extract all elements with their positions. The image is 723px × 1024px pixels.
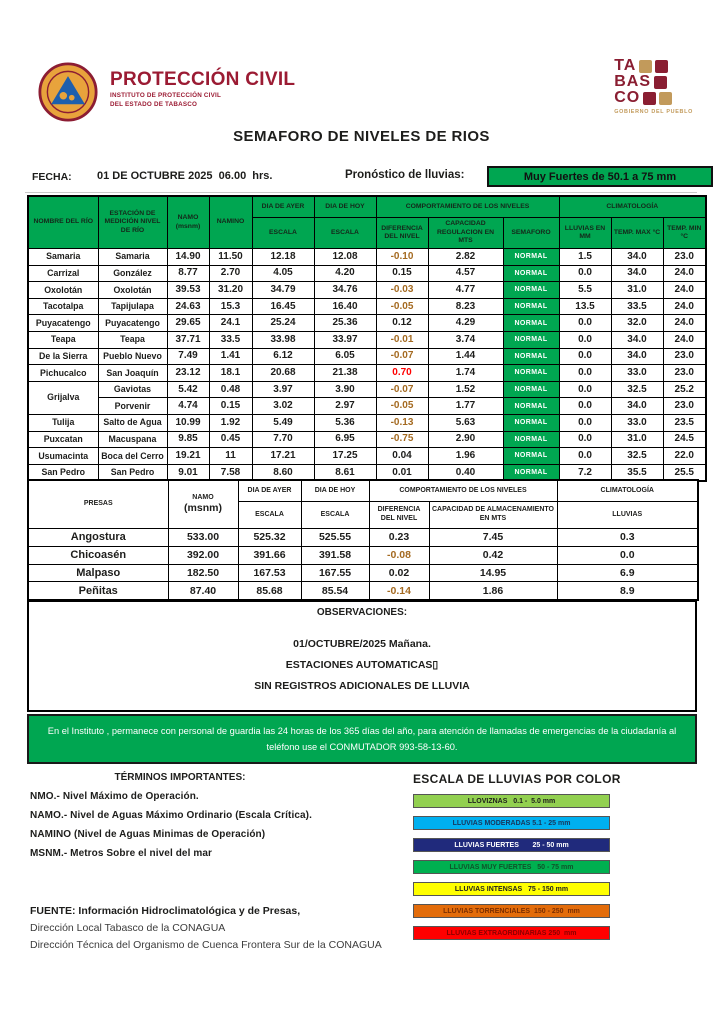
cell-diferencia: 0.02 (369, 564, 429, 582)
cell-temp-max: 31.0 (611, 431, 663, 448)
rivers-table-body (28, 249, 706, 482)
separator-line (25, 192, 697, 193)
cell-capacidad: 1.86 (429, 582, 557, 600)
cell-lluvias: 0.3 (557, 529, 698, 547)
cell-temp-min: 23.5 (663, 414, 706, 431)
col-header-diferencia: DIFERENCIA DEL NIVEL (376, 218, 428, 249)
cell-temp-max: 35.5 (611, 464, 663, 481)
col-header-presas-escala-ayer: ESCALA (238, 502, 301, 529)
cell-namo: 533.00 (168, 529, 238, 547)
group-header-comportamiento: COMPORTAMIENTO DE LOS NIVELES (376, 196, 559, 218)
cell-namino: 15.3 (209, 298, 252, 315)
cell-temp-max: 34.0 (611, 331, 663, 348)
cell-namo: 10.99 (167, 414, 209, 431)
observaciones-lines (29, 638, 695, 692)
cell-river-name: Puxcatan (28, 431, 98, 448)
cell-escala-hoy: 33.97 (314, 331, 376, 348)
col-header-presas-hoy: DIA DE HOY (301, 480, 369, 502)
river-row (28, 331, 706, 348)
semaforo-badge: NORMAL (503, 249, 559, 266)
semaforo-badge: NORMAL (503, 348, 559, 365)
cell-escala-hoy: 25.36 (314, 315, 376, 332)
cell-station: Macuspana (98, 431, 167, 448)
cell-temp-min: 24.0 (663, 315, 706, 332)
cell-escala-ayer: 8.60 (252, 464, 314, 481)
semaforo-badge: NORMAL (503, 365, 559, 382)
cell-capacidad: 1.52 (428, 381, 503, 398)
cell-escala-ayer: 525.32 (238, 529, 301, 547)
cell-capacidad: 1.74 (428, 365, 503, 382)
col-header-presas-capacidad: CAPACIDAD DE ALMACENAMIENTO EN MTS (429, 502, 557, 529)
cell-lluvias: 7.2 (559, 464, 611, 481)
cell-escala-ayer: 3.02 (252, 398, 314, 415)
cell-namo: 182.50 (168, 564, 238, 582)
cell-lluvias: 0.0 (559, 265, 611, 282)
col-header-presas-lluvias: LLUVIAS (557, 502, 698, 529)
cell-temp-max: 32.5 (611, 381, 663, 398)
observaciones-box (27, 600, 697, 712)
cell-lluvias: 0.0 (557, 546, 698, 564)
cell-escala-hoy: 85.54 (301, 582, 369, 600)
col-header-presas-ayer: DIA DE AYER (238, 480, 301, 502)
cell-lluvias: 0.0 (559, 414, 611, 431)
tabasco-logo-line: TA (614, 57, 637, 74)
semaforo-badge: NORMAL (503, 381, 559, 398)
terminos-list (30, 791, 405, 859)
terminos-section (30, 772, 405, 867)
proteccion-civil-emblem-icon (38, 62, 98, 122)
cell-namino: 24.1 (209, 315, 252, 332)
tabasco-logo-line: BAS (614, 73, 651, 90)
org-subtitle-2: DEL ESTADO DE TABASCO (110, 100, 198, 108)
cell-escala-ayer: 25.24 (252, 315, 314, 332)
cell-temp-min: 25.2 (663, 381, 706, 398)
group-header-climatologia: CLIMATOLOGÍA (559, 196, 706, 218)
cell-namino: 2.70 (209, 265, 252, 282)
col-header-ayer: DIA DE AYER (252, 196, 314, 218)
river-row (28, 381, 706, 398)
cell-diferencia: -0.01 (376, 331, 428, 348)
cell-escala-hoy: 5.36 (314, 414, 376, 431)
observaciones-line: ESTACIONES AUTOMATICAS▯ (285, 659, 439, 671)
cell-namino: 11 (209, 448, 252, 465)
cell-temp-min: 24.5 (663, 431, 706, 448)
cell-diferencia: 0.01 (376, 464, 428, 481)
cell-diferencia: 0.15 (376, 265, 428, 282)
group-header-presas-climatologia: CLIMATOLOGÍA (557, 480, 698, 502)
col-header-estacion: ESTACIÓN DE MEDICIÓN NIVEL DE RÍO (98, 196, 167, 249)
termino-item: NAMINO (Nivel de Aguas Minimas de Operación) (30, 829, 266, 840)
river-row (28, 265, 706, 282)
col-header-presas-namo: NAMO (msnm) (168, 480, 238, 529)
col-header-capacidad: CAPACIDAD REGULACION EN MTS (428, 218, 503, 249)
cell-capacidad: 1.96 (428, 448, 503, 465)
cell-river-name: Carrizal (28, 265, 98, 282)
cell-escala-ayer: 33.98 (252, 331, 314, 348)
org-name: PROTECCIÓN CIVIL (110, 69, 296, 90)
cell-temp-min: 23.0 (663, 249, 706, 266)
cell-escala-ayer: 20.68 (252, 365, 314, 382)
cell-temp-min: 25.5 (663, 464, 706, 481)
cell-escala-hoy: 16.40 (314, 298, 376, 315)
cell-escala-hoy: 6.95 (314, 431, 376, 448)
cell-river-name: Tacotalpa (28, 298, 98, 315)
cell-lluvias: 0.0 (559, 431, 611, 448)
col-header-namo: NAMO (msnm) (167, 196, 209, 249)
col-header-rio: NOMBRE DEL RÍO (28, 196, 98, 249)
cell-escala-ayer: 3.97 (252, 381, 314, 398)
cell-temp-min: 24.0 (663, 331, 706, 348)
col-header-presas-escala-hoy: ESCALA (301, 502, 369, 529)
cell-escala-ayer: 4.05 (252, 265, 314, 282)
cell-diferencia: 0.04 (376, 448, 428, 465)
cell-namino: 11.50 (209, 249, 252, 266)
cell-presa-name: Malpaso (28, 564, 168, 582)
cell-station: Puyacatengo (98, 315, 167, 332)
cell-namo: 5.42 (167, 381, 209, 398)
tabasco-glyph-icon (655, 60, 668, 73)
cell-temp-max: 33.5 (611, 298, 663, 315)
cell-diferencia: 0.23 (369, 529, 429, 547)
escala-color-bar: LLUVIAS MODERADAS 5.1 - 25 mm (413, 816, 610, 830)
cell-lluvias: 0.0 (559, 348, 611, 365)
cell-station: Samaria (98, 249, 167, 266)
cell-escala-hoy: 8.61 (314, 464, 376, 481)
cell-namino: 0.48 (209, 381, 252, 398)
termino-item: NAMO.- Nivel de Aguas Máximo Ordinario (Escala Crítica). (30, 810, 312, 821)
escala-color-bar: LLUVIAS EXTRAORDINARIAS 250 mm (413, 926, 610, 940)
cell-river-name: Teapa (28, 331, 98, 348)
cell-river-name: Usumacinta (28, 448, 98, 465)
cell-escala-hoy: 34.76 (314, 282, 376, 299)
terminos-title: TÉRMINOS IMPORTANTES: (114, 772, 246, 783)
cell-escala-ayer: 6.12 (252, 348, 314, 365)
semaforo-badge: NORMAL (503, 398, 559, 415)
cell-diferencia: -0.10 (376, 249, 428, 266)
cell-namo: 4.74 (167, 398, 209, 415)
cell-capacidad: 4.77 (428, 282, 503, 299)
fuente-line-2: Dirección Local Tabasco de la CONAGUA (30, 922, 226, 934)
cell-lluvias: 5.5 (559, 282, 611, 299)
cell-namo: 9.85 (167, 431, 209, 448)
cell-diferencia: -0.07 (376, 348, 428, 365)
tabasco-glyph-icon (654, 76, 667, 89)
cell-station: Teapa (98, 331, 167, 348)
cell-escala-ayer: 391.66 (238, 546, 301, 564)
cell-escala-hoy: 2.97 (314, 398, 376, 415)
cell-lluvias: 8.9 (557, 582, 698, 600)
col-header-namino: NAMINO (209, 196, 252, 249)
cell-temp-min: 22.0 (663, 448, 706, 465)
cell-station: Gaviotas (98, 381, 167, 398)
fecha-value: 01 DE OCTUBRE 2025 06.00 hrs. (97, 170, 273, 182)
escala-color-bar: LLUVIAS MUY FUERTES 50 - 75 mm (413, 860, 610, 874)
cell-temp-min: 23.0 (663, 365, 706, 382)
river-row (28, 414, 706, 431)
cell-diferencia: 0.70 (376, 365, 428, 382)
cell-capacidad: 2.90 (428, 431, 503, 448)
presas-table (27, 479, 699, 601)
cell-station: Boca del Cerro (98, 448, 167, 465)
river-row (28, 249, 706, 266)
header-brand (38, 62, 295, 122)
cell-diferencia: -0.07 (376, 381, 428, 398)
cell-escala-ayer: 85.68 (238, 582, 301, 600)
presa-row (28, 529, 698, 547)
col-header-semaforo: SEMAFORO (503, 218, 559, 249)
cell-diferencia: -0.14 (369, 582, 429, 600)
guard-notice-banner (27, 714, 697, 764)
observaciones-title: OBSERVACIONES: (316, 607, 408, 618)
termino-item: MSNM.- Metros Sobre el nivel del mar (30, 848, 212, 859)
cell-namo: 24.63 (167, 298, 209, 315)
cell-capacidad: 4.29 (428, 315, 503, 332)
river-row (28, 298, 706, 315)
fecha-label: FECHA: (32, 171, 72, 183)
termino-item: NMO.- Nivel Máximo de Operación. (30, 791, 199, 802)
river-row (28, 282, 706, 299)
cell-escala-ayer: 12.18 (252, 249, 314, 266)
cell-capacidad: 0.40 (428, 464, 503, 481)
cell-capacidad: 14.95 (429, 564, 557, 582)
date-forecast-row (0, 166, 723, 190)
cell-lluvias: 0.0 (559, 381, 611, 398)
presas-table-body (28, 529, 698, 601)
cell-lluvias: 0.0 (559, 398, 611, 415)
cell-namo: 9.01 (167, 464, 209, 481)
cell-temp-max: 33.0 (611, 365, 663, 382)
cell-namo: 14.90 (167, 249, 209, 266)
cell-namino: 33.5 (209, 331, 252, 348)
cell-lluvias: 0.0 (559, 315, 611, 332)
semaforo-badge: NORMAL (503, 464, 559, 481)
rivers-table (27, 195, 707, 482)
guard-notice-text: En el Instituto , permanece con personal de guardia las 24 horas de los 365 días del año, para atención de llamadas de emergencias de la ciudadanía al teléfono use el CONMUTADOR 993-58-13-60. (47, 725, 677, 752)
cell-escala-ayer: 7.70 (252, 431, 314, 448)
escala-color-bar: LLUVIAS INTENSAS 75 - 150 mm (413, 882, 610, 896)
river-row (28, 365, 706, 382)
cell-presa-name: Chicoasén (28, 546, 168, 564)
cell-namo: 8.77 (167, 265, 209, 282)
escala-color-bar: LLUVIAS FUERTES 25 - 50 mm (413, 838, 610, 852)
cell-namino: 7.58 (209, 464, 252, 481)
cell-namino: 31.20 (209, 282, 252, 299)
cell-lluvias: 0.0 (559, 448, 611, 465)
col-header-hoy: DIA DE HOY (314, 196, 376, 218)
cell-diferencia: -0.05 (376, 398, 428, 415)
cell-temp-min: 23.0 (663, 348, 706, 365)
river-row (28, 448, 706, 465)
cell-temp-max: 34.0 (611, 348, 663, 365)
cell-escala-hoy: 17.25 (314, 448, 376, 465)
river-row (28, 398, 706, 415)
cell-capacidad: 4.57 (428, 265, 503, 282)
col-header-tmax: TEMP. MAX °C (611, 218, 663, 249)
observaciones-line: SIN REGISTROS ADICIONALES DE LLUVIA (254, 680, 470, 692)
cell-station: Porvenir (98, 398, 167, 415)
cell-river-name: Puyacatengo (28, 315, 98, 332)
cell-lluvias: 0.0 (559, 365, 611, 382)
fuente-section (30, 905, 500, 956)
semaforo-badge: NORMAL (503, 448, 559, 465)
group-header-presas-comportamiento: COMPORTAMIENTO DE LOS NIVELES (369, 480, 557, 502)
cell-lluvias: 1.5 (559, 249, 611, 266)
cell-namo: 392.00 (168, 546, 238, 564)
escala-title: ESCALA DE LLUVIAS POR COLOR (413, 772, 621, 786)
cell-temp-max: 32.5 (611, 448, 663, 465)
cell-namino: 0.15 (209, 398, 252, 415)
cell-temp-max: 33.0 (611, 414, 663, 431)
cell-temp-min: 23.0 (663, 398, 706, 415)
cell-temp-max: 34.0 (611, 398, 663, 415)
cell-escala-hoy: 4.20 (314, 265, 376, 282)
semaforo-badge: NORMAL (503, 265, 559, 282)
cell-station: San Joaquín (98, 365, 167, 382)
cell-escala-ayer: 16.45 (252, 298, 314, 315)
cell-namo: 39.53 (167, 282, 209, 299)
cell-station: González (98, 265, 167, 282)
cell-escala-hoy: 21.38 (314, 365, 376, 382)
cell-capacidad: 5.63 (428, 414, 503, 431)
cell-capacidad: 2.82 (428, 249, 503, 266)
tabasco-logo (614, 58, 693, 115)
cell-temp-min: 24.0 (663, 265, 706, 282)
cell-namo: 23.12 (167, 365, 209, 382)
cell-lluvias: 13.5 (559, 298, 611, 315)
fuente-line-1: FUENTE: Información Hidroclimatológica y de Presas, (30, 905, 301, 917)
cell-diferencia: -0.08 (369, 546, 429, 564)
cell-river-name: Oxolotán (28, 282, 98, 299)
page-title: SEMAFORO DE NIVELES DE RIOS (233, 128, 490, 145)
cell-diferencia: -0.75 (376, 431, 428, 448)
cell-namo: 37.71 (167, 331, 209, 348)
cell-station: Oxolotán (98, 282, 167, 299)
cell-namino: 1.41 (209, 348, 252, 365)
tabasco-logo-caption: GOBIERNO DEL PUEBLO (614, 109, 693, 115)
cell-namo: 19.21 (167, 448, 209, 465)
cell-station: San Pedro (98, 464, 167, 481)
semaforo-badge: NORMAL (503, 331, 559, 348)
cell-capacidad: 8.23 (428, 298, 503, 315)
cell-temp-min: 24.0 (663, 298, 706, 315)
cell-station: Tapijulapa (98, 298, 167, 315)
cell-capacidad: 1.77 (428, 398, 503, 415)
cell-temp-min: 24.0 (663, 282, 706, 299)
cell-river-name: San Pedro (28, 464, 98, 481)
cell-temp-max: 32.0 (611, 315, 663, 332)
pronostico-badge: Muy Fuertes de 50.1 a 75 mm (487, 166, 713, 187)
cell-diferencia: 0.12 (376, 315, 428, 332)
cell-namino: 1.92 (209, 414, 252, 431)
escala-color-bar: LLUVIAS TORRENCIALES 150 - 250 mm (413, 904, 610, 918)
semaforo-badge: NORMAL (503, 315, 559, 332)
cell-river-name: De la Sierra (28, 348, 98, 365)
presa-row (28, 546, 698, 564)
cell-temp-max: 34.0 (611, 249, 663, 266)
cell-namo: 87.40 (168, 582, 238, 600)
cell-escala-hoy: 167.55 (301, 564, 369, 582)
cell-diferencia: -0.13 (376, 414, 428, 431)
cell-river-name: Tulija (28, 414, 98, 431)
col-header-tmin: TEMP. MIN °C (663, 218, 706, 249)
cell-namo: 7.49 (167, 348, 209, 365)
org-subtitle-1: INSTITUTO DE PROTECCIÓN CIVIL (110, 92, 221, 99)
semaforo-badge: NORMAL (503, 414, 559, 431)
cell-escala-hoy: 12.08 (314, 249, 376, 266)
cell-river-name: Samaria (28, 249, 98, 266)
cell-namo: 29.65 (167, 315, 209, 332)
cell-namino: 0.45 (209, 431, 252, 448)
cell-temp-max: 34.0 (611, 265, 663, 282)
escala-color-bar: LLOVIZNAS 0.1 - 5.0 mm (413, 794, 610, 808)
fuente-line-3: Dirección Técnica del Organismo de Cuenca Frontera Sur de la CONAGUA (30, 939, 382, 951)
cell-presa-name: Angostura (28, 529, 168, 547)
cell-station: Salto de Agua (98, 414, 167, 431)
tabasco-glyph-icon (639, 60, 652, 73)
pronostico-label: Pronóstico de lluvias: (345, 169, 465, 181)
presa-row (28, 582, 698, 600)
river-row (28, 431, 706, 448)
tabasco-glyph-icon (659, 92, 672, 105)
cell-presa-name: Peñitas (28, 582, 168, 600)
cell-capacidad: 0.42 (429, 546, 557, 564)
cell-station: Pueblo Nuevo (98, 348, 167, 365)
semaforo-badge: NORMAL (503, 298, 559, 315)
cell-river-name: Pichucalco (28, 365, 98, 382)
col-header-presas: PRESAS (28, 480, 168, 529)
cell-namino: 18.1 (209, 365, 252, 382)
tabasco-glyph-icon (643, 92, 656, 105)
cell-escala-hoy: 391.58 (301, 546, 369, 564)
col-header-presas-diferencia: DIFERENCIA DEL NIVEL (369, 502, 429, 529)
river-row (28, 315, 706, 332)
cell-escala-ayer: 34.79 (252, 282, 314, 299)
cell-temp-max: 31.0 (611, 282, 663, 299)
cell-capacidad: 3.74 (428, 331, 503, 348)
river-row (28, 348, 706, 365)
observaciones-line: 01/OCTUBRE/2025 Mañana. (293, 638, 431, 650)
cell-lluvias: 0.0 (559, 331, 611, 348)
semaforo-badge: NORMAL (503, 431, 559, 448)
cell-escala-ayer: 17.21 (252, 448, 314, 465)
semaforo-badge: NORMAL (503, 282, 559, 299)
cell-capacidad: 7.45 (429, 529, 557, 547)
cell-escala-hoy: 525.55 (301, 529, 369, 547)
cell-escala-ayer: 167.53 (238, 564, 301, 582)
cell-river-name: Grijalva (28, 381, 98, 414)
cell-capacidad: 1.44 (428, 348, 503, 365)
col-header-escala-ayer: ESCALA (252, 218, 314, 249)
cell-escala-ayer: 5.49 (252, 414, 314, 431)
tabasco-logo-line: CO (614, 89, 641, 106)
presa-row (28, 564, 698, 582)
cell-escala-hoy: 6.05 (314, 348, 376, 365)
cell-diferencia: -0.05 (376, 298, 428, 315)
cell-lluvias: 6.9 (557, 564, 698, 582)
cell-diferencia: -0.03 (376, 282, 428, 299)
col-header-escala-hoy: ESCALA (314, 218, 376, 249)
col-header-lluvias: LLUVIAS EN MM (559, 218, 611, 249)
cell-escala-hoy: 3.90 (314, 381, 376, 398)
